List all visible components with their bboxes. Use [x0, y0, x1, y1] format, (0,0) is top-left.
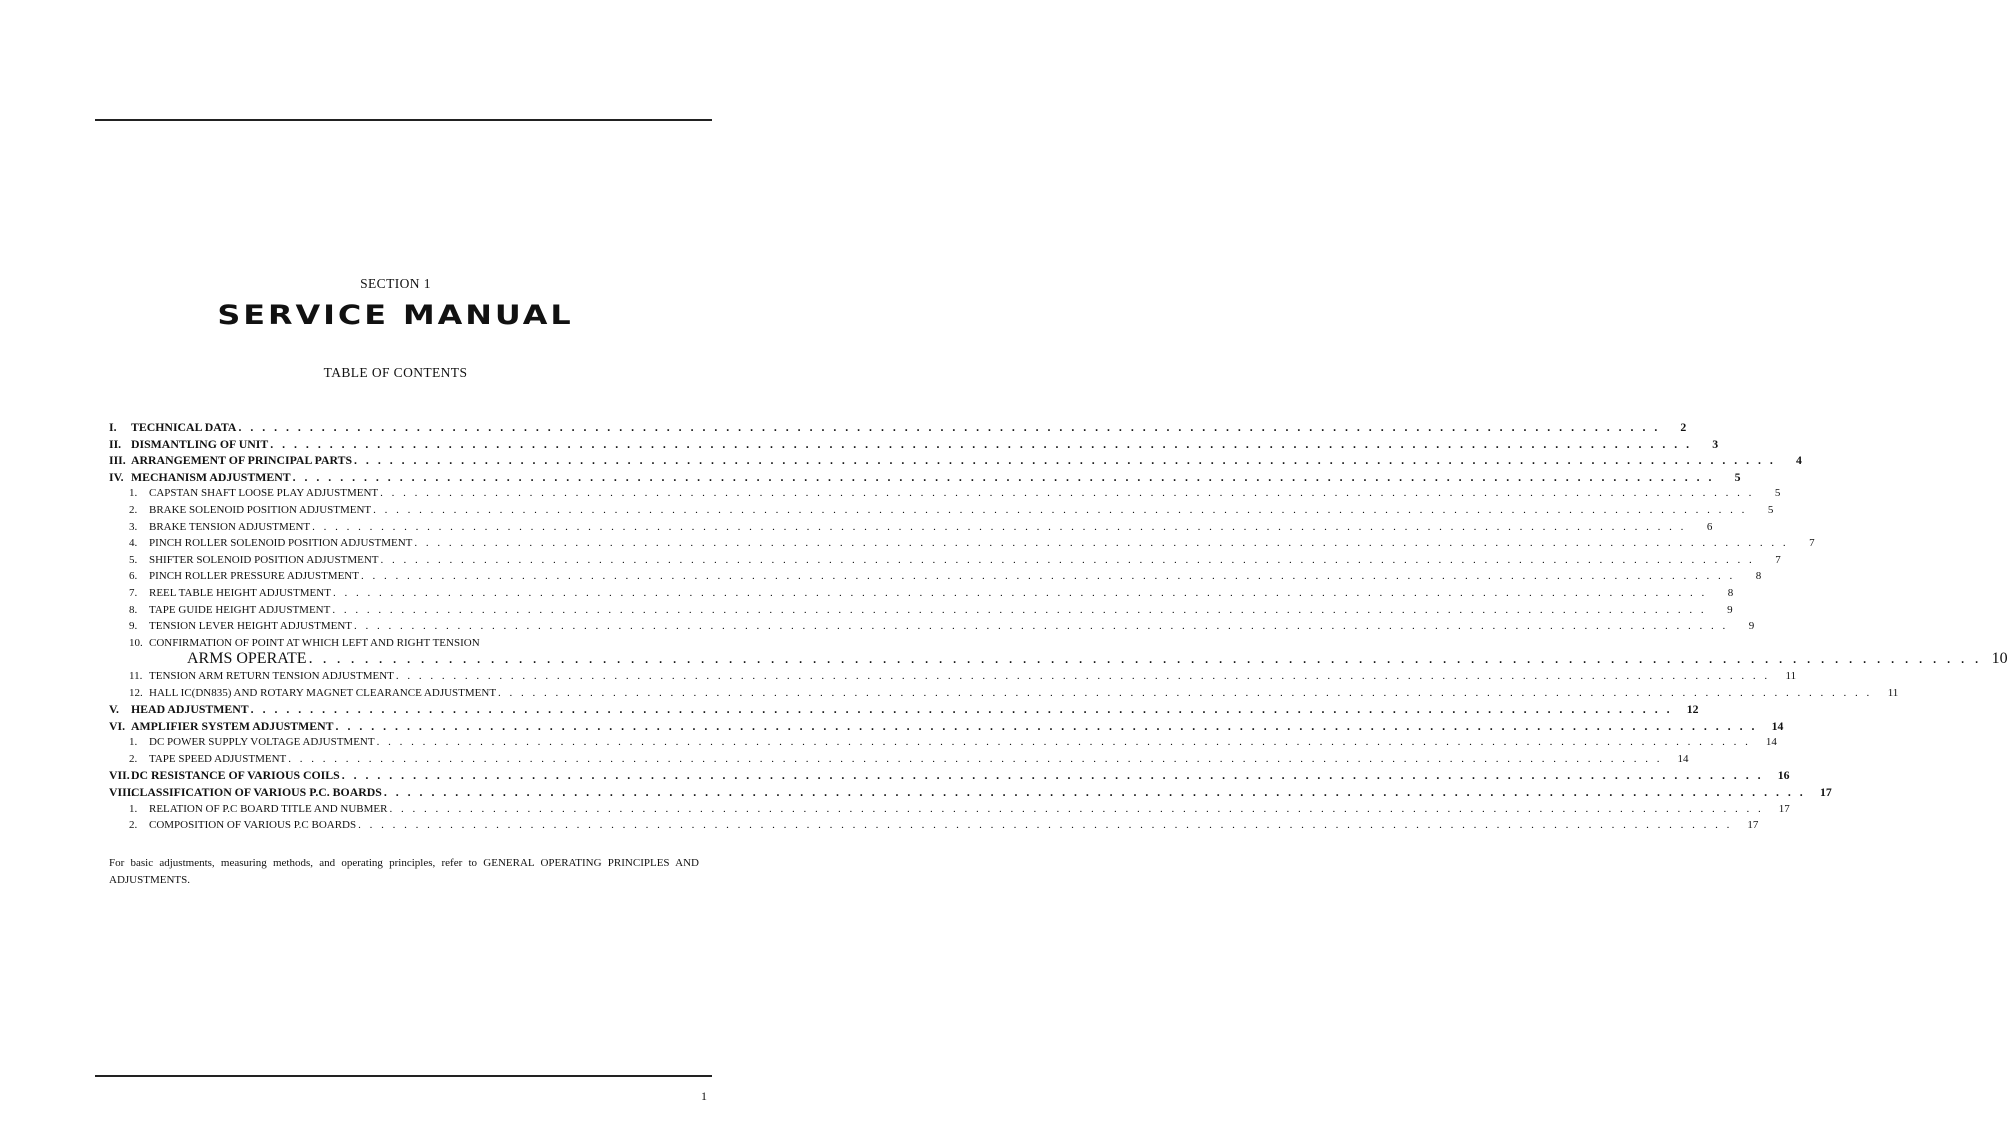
toc-entry-line — [149, 618, 1755, 635]
toc-entry-number: 11. — [129, 669, 143, 682]
toc-entry-line — [149, 817, 1759, 834]
toc-entry-label: TAPE SPEED ADJUSTMENT — [149, 752, 287, 765]
toc-entry-label: TENSION ARM RETURN TENSION ADJUSTMENT — [149, 669, 394, 682]
toc-dot-leader: . . . . . . . . . . . . . . . . . . . . . . . . . . . . . . . . . . . . . . . . . . . . . . . . . . . . . . . . . . . . . . . . . . . . . . . . . . . . . . . . . . . . . . . . . . . . . . . . . . . . . . . . . . . . . . . . . . . . . . . . — [414, 537, 1789, 550]
toc-entry-line — [149, 485, 1781, 502]
toc-entry-line — [131, 767, 1790, 784]
toc-entry-label: BRAKE TENSION ADJUSTMENT — [149, 520, 311, 533]
toc-entry-label: COMPOSITION OF VARIOUS P.C BOARDS — [149, 819, 357, 832]
toc-entry-number: 7. — [129, 586, 138, 599]
toc-entry-number: VIII. — [109, 785, 135, 800]
toc-entry-line — [131, 419, 1687, 436]
toc-entry — [109, 734, 1777, 751]
toc-dot-leader: . . . . . . . . . . . . . . . . . . . . . . . . . . . . . . . . . . . . . . . . . . . . . . . . . . . . . . . . . . . . . . . . . . . . . . . . . . . . . . . . . . . . . . . . . . . . . . . . . . . . . . . . . . . . . . . . . . . . . . . . — [341, 768, 1764, 783]
toc-entry-number: 2. — [129, 752, 138, 765]
toc-entry-number: II. — [109, 436, 122, 451]
toc-dot-leader: . . . . . . . . . . . . . . . . . . . . . . . . . . . . . . . . . . . . . . . . . . . . . . . . . . . . . . . . . . . . . . . . . . . . . . . . . . . . . . . . . . . . . . . . . . . . . . . . . . . . . . . . . . . . . . . . . . . . . . . . — [358, 819, 1733, 832]
toc-entry-line — [131, 718, 1784, 735]
toc-dot-leader: . . . . . . . . . . . . . . . . . . . . . . . . . . . . . . . . . . . . . . . . . . . . . . . . . . . . . . . . . . . . . . . . . . . . . . . . . . . . . . . . . . . . . . . . . . . . . . . . . . . . . . . . . . . . . . . . . . . . . . . . — [288, 752, 1663, 765]
toc-entry-label: DC POWER SUPPLY VOLTAGE ADJUSTMENT — [149, 736, 375, 749]
toc-entry-label: SHIFTER SOLENOID POSITION ADJUSTMENT — [149, 553, 379, 566]
toc-entry — [109, 817, 1759, 834]
toc-entry-number: III. — [109, 453, 126, 468]
toc-entry-page: 8 — [1755, 570, 1762, 583]
toc-entry-page: 14 — [1677, 752, 1689, 765]
toc-dot-leader: . . . . . . . . . . . . . . . . . . . . . . . . . . . . . . . . . . . . . . . . . . . . . . . . . . . . . . . . . . . . . . . . . . . . . . . . . . . . . . . . . . . . . . . . . . . . . . . . . . . . . . . . . . . . . . . . . . . . . . . . — [380, 487, 1755, 500]
toc-entry — [109, 635, 689, 652]
toc-entry-page: 7 — [1809, 537, 1815, 550]
toc-dot-leader: . . . . . . . . . . . . . . . . . . . . . . . . . . . . . . . . . . . . . . . . . . . . . . . . . . . . . . . . . . . . . . . . . . . . . . . . . . . . . . . . . . . . . . . . . . . . . . . . . . . . . . . . . . . . . . . . . . . . . . . . — [332, 603, 1707, 616]
toc-dot-leader: . . . . . . . . . . . . . . . . . . . . . . . . . . . . . . . . . . . . . . . . . . . . . . . . . . . . . . . . . . . . . . . . . . . . . . . . . . . . . . . . . . . . . . . . . . . . . . . . . . . . . . . . . . . . . . . . . . . . . . . . — [498, 686, 1873, 699]
toc-dot-leader: . . . . . . . . . . . . . . . . . . . . . . . . . . . . . . . . . . . . . . . . . . . . . . . . . . . . . . . . . . . . . . . . . . . . . . . . . . . . . . . . . . . . . . . . . . . . . . . . . . . . . . . . . . . . . . . . . . . . . . . . — [238, 420, 1661, 434]
toc-entry-line — [149, 502, 1774, 519]
toc-entry-line — [131, 452, 1802, 469]
toc-entry-page: 11 — [1887, 686, 1899, 699]
toc-entry — [109, 436, 1719, 453]
toc-dot-leader: . . . . . . . . . . . . . . . . . . . . . . . . . . . . . . . . . . . . . . . . . . . . . . . . . . . . . . . . . . . . . . . . . . . . . . . . . . . . . . . . . . . . . . . . . . . . . . . . . . . . . . . . . . . . . . . . . . . . . . . . — [395, 669, 1771, 682]
toc-dot-leader: . . . . . . . . . . . . . . . . . . . . . . . . . . . . . . . . . . . . . . . . . . . . . . . . . . . . . . . . . . . . . . . . . . . . . . . . . . . . . . . . . . . . . . . . . . . . . . . . . . . . . . . . . . . . . . . . . . . . . . . . — [360, 570, 1736, 583]
toc-entry-line — [149, 801, 1790, 818]
toc-entry-label: BRAKE SOLENOID POSITION ADJUSTMENT — [149, 503, 372, 516]
toc-entry — [109, 585, 1734, 602]
toc-entry-line — [149, 685, 1899, 702]
toc-entry-page: 7 — [1775, 553, 1781, 566]
toc-entry-label: DISMANTLING OF UNIT — [131, 436, 269, 451]
manual-title: SERVICE MANUAL — [217, 300, 574, 331]
toc-entry — [109, 568, 1762, 585]
toc-entry-number: 9. — [129, 620, 138, 633]
toc-entry-number: V. — [109, 702, 119, 717]
toc-dot-leader: . . . . . . . . . . . . . . . . . . . . . . . . . . . . . . . . . . . . . . . . . . . . . . . . . . . . . . . . . . . . . . . . . . . . . . . . . . . . . . . . . . . . . . . . . . . . . . . . . . . . . . . . . . . . . . . . . . . . . . . . — [332, 586, 1708, 599]
toc-entry-line — [149, 602, 1733, 619]
toc-entry-page: 17 — [1747, 819, 1759, 832]
toc-entry-page: 17 — [1819, 785, 1832, 800]
bottom-divider — [95, 1075, 712, 1077]
toc-entry-line — [131, 701, 1699, 718]
toc-dot-leader: . . . . . . . . . . . . . . . . . . . . . . . . . . . . . . . . . . . . . . . . . . . . . . . . . . . . . . . . . . . . . . . . . . . . . . . . . . . . . . . . . . . . . . . . . . . . . . . . . . . . . . . . . . . . . . . . . . . . . . . . — [380, 553, 1755, 566]
toc-entry — [109, 502, 1774, 519]
toc-entry-line — [149, 535, 1815, 552]
toc-entry — [109, 801, 1790, 818]
toc-entry — [109, 650, 2008, 668]
toc-entry-label: MECHANISM ADJUSTMENT — [131, 469, 291, 484]
footnote: For basic adjustments, measuring methods, and operating principles, refer to GENERAL OPERATING PRINCIPLES AND ADJUSTMENTS. — [109, 857, 699, 886]
toc-entry-number: 3. — [129, 520, 138, 533]
toc-entry-line — [131, 436, 1719, 453]
toc-entry-page: 5 — [1734, 469, 1741, 484]
toc-entry-number: 4. — [129, 537, 138, 550]
toc-entry-page: 3 — [1712, 436, 1719, 451]
toc-entry-page: 2 — [1680, 420, 1687, 434]
toc-entry-page: 10 — [1991, 650, 2008, 668]
toc-entry — [109, 701, 1699, 718]
toc-entry-number: 10. — [129, 636, 143, 649]
toc-entry-label: AMPLIFIER SYSTEM ADJUSTMENT — [131, 718, 334, 733]
toc-entry-number: 1. — [129, 736, 138, 749]
section-label: SECTION 1 — [360, 276, 431, 291]
toc-entry-number: IV. — [109, 469, 124, 484]
toc-entry-number: 5. — [129, 553, 138, 566]
toc-entry-line — [187, 650, 2008, 668]
toc-entry-page: 5 — [1767, 503, 1774, 516]
toc-entry-line — [131, 784, 1832, 801]
toc-dot-leader: . . . . . . . . . . . . . . . . . . . . . . . . . . . . . . . . . . . . . . . . . . . . . . . . . . . . . . . . . . . . . . . . . . . . . . . . . . . . . . . . . . . . . . . . . . . . . . . . . . . . . . . . . . . . . . . . . . . . . . . . — [354, 453, 1776, 468]
toc-entry — [109, 767, 1790, 784]
toc-entry-label: PINCH ROLLER PRESSURE ADJUSTMENT — [149, 570, 359, 583]
toc-entry-page: 9 — [1748, 620, 1755, 633]
toc-entry-page: 14 — [1771, 718, 1784, 733]
toc-entry-label: REEL TABLE HEIGHT ADJUSTMENT — [149, 586, 331, 599]
toc-entry-label: CLASSIFICATION OF VARIOUS P.C. BOARDS — [131, 785, 382, 800]
toc-entry — [109, 718, 1784, 735]
toc-entry-label: DC RESISTANCE OF VARIOUS COILS — [131, 768, 340, 783]
toc-entry-number: 1. — [129, 487, 138, 500]
toc-entry — [109, 618, 1755, 635]
toc-entry-number: 12. — [129, 686, 143, 699]
toc-entry-number: VI. — [109, 718, 126, 733]
toc-entry-line — [149, 734, 1777, 751]
toc-entry — [109, 685, 1899, 702]
toc-entry-label: CONFIRMATION OF POINT AT WHICH LEFT AND RIGHT TENSION — [149, 636, 480, 649]
toc-entry-label: CAPSTAN SHAFT LOOSE PLAY ADJUSTMENT — [149, 487, 379, 500]
toc-dot-leader: . . . . . . . . . . . . . . . . . . . . . . . . . . . . . . . . . . . . . . . . . . . . . . . . . . . . . . . . . . . . . . . . . . . . . . . . . . . . . . . . . . . . . . . . . . . . . . . . . . . . . . . . . . . . . . . . . . . . . . . . — [373, 503, 1748, 516]
toc-entry-number: 8. — [129, 603, 138, 616]
toc-dot-leader: . . . . . . . . . . . . . . . . . . . . . . . . . . . . . . . . . . . . . . . . . . . . . . . . . . . . . . . . . . . . . . . . . . . . . . . . . . . . . . . . . . . . . . . . . . . . . . . . . . . . . . . . . . . . . . . . . . . . . . . . — [389, 802, 1764, 815]
toc-dot-leader: . . . . . . . . . . . . . . . . . . . . . . . . . . . . . . . . . . . . . . . . . . . . . . . . . . . . . . . . . . . . . . . . . . . . . . . . . . . . . . . . . . . . . . . . . . . . . . . . . . . . . . . . . . . . . . . . . . . . . . . . — [383, 785, 1806, 800]
toc-entry-page: 5 — [1774, 487, 1781, 500]
toc-entry — [109, 668, 1797, 685]
toc-entry-label: RELATION OF P.C BOARD TITLE AND NUBMER — [149, 802, 388, 815]
toc-dot-leader: . . . . . . . . . . . . . . . . . . . . . . . . . . . . . . . . . . . . . . . . . . . . . . . . . . . . . . . . . . . . . . . . . . . . . . . . . . . . . . . . . . . . . . . . . . . . . . . . . . . . . . . . . . . . . . . . . . . . . . . . — [250, 702, 1673, 717]
toc-dot-leader: . . . . . . . . . . . . . . . . . . . . . . . . . . . . . . . . . . . . . . . . . . . . . . . . . . . . . . . . . . . . . . . . . . . . . . . . . . . . . . . . . . . . . . . . . . . . . . . . . . . . . . . . . . . . . . . . . . . . . . . . — [335, 718, 1758, 733]
table-of-contents — [109, 419, 2008, 834]
toc-entry-page: 4 — [1795, 453, 1802, 468]
toc-entry-label: ARRANGEMENT OF PRINCIPAL PARTS — [131, 453, 353, 468]
toc-dot-leader: . . . . . . . . . . . . . . . . . . . . . . . . . . . . . . . . . . . . . . . . . . . . . . . . . . . . . . . . . . . . . . . . . . . . . . . . . . . . . . . . . . . . . . . . . . . . . . . . . . . . . . . . . . . . . . . . . . . . . . . . — [376, 736, 1751, 749]
toc-entry-label: ARMS OPERATE — [187, 650, 307, 668]
toc-entry — [109, 602, 1733, 619]
toc-entry-number: VII. — [109, 768, 130, 783]
toc-entry-line — [149, 585, 1734, 602]
page-number: 1 — [701, 1089, 707, 1103]
toc-entry-label: HEAD ADJUSTMENT — [131, 702, 249, 717]
toc-entry-number: 2. — [129, 819, 138, 832]
toc-entry-line — [149, 668, 1797, 685]
toc-dot-leader: . . . . . . . . . . . . . . . . . . . . . . . . . . . . . . . . . . . . . . . . . . . . . . . . . . . . . . . . . . . . . . . . . . . . . . . . . . . . . . . . . . . . . . . . . . . . . . . . . . . . . . . . . . . . . . . . . . . . . . . . — [292, 469, 1715, 484]
toc-entry-page: 12 — [1686, 702, 1699, 717]
toc-entry-page: 11 — [1785, 669, 1797, 682]
toc-entry — [109, 535, 1815, 552]
toc-entry-number: I. — [109, 420, 117, 434]
toc-entry-label: TAPE GUIDE HEIGHT ADJUSTMENT — [149, 603, 331, 616]
toc-entry-line — [149, 519, 1713, 536]
toc-entry-label: HALL IC(DN835) AND ROTARY MAGNET CLEARANCE ADJUSTMENT — [149, 686, 497, 699]
toc-dot-leader: . . . . . . . . . . . . . . . . . . . . . . . . . . . . . . . . . . . . . . . . . . . . . . . . . . . . . . . . . . . . . . . . . . . . . . . . . . . . . . . . . . . . . . . . . . . . . . . . . . . . . . . . . . . . . . . . . . . . . . . . — [312, 520, 1687, 533]
toc-entry-page: 16 — [1777, 768, 1790, 783]
toc-entry-line — [149, 635, 689, 652]
toc-entry — [109, 751, 1689, 768]
toc-entry — [109, 784, 1832, 801]
toc-entry — [109, 485, 1781, 502]
toc-entry-page: 17 — [1778, 802, 1790, 815]
toc-entry — [109, 519, 1713, 536]
toc-entry-number: 1. — [129, 802, 138, 815]
toc-entry — [109, 469, 1741, 486]
toc-dot-leader: . . . . . . . . . . . . . . . . . . . . . . . . . . . . . . . . . . . . . . . . . . . . . . . . . . . . . . . . . . . . . . . . . . . . . . . . . . . . . . . . . . . . . . . . . . . . . . . . . . . . . . . . . . . . . . . . . . . . . . . . — [353, 620, 1729, 633]
toc-dot-leader: . . . . . . . . . . . . . . . . . . . . . . . . . . . . . . . . . . . . . . . . . . . . . . . . . . . . . . . . . . . . . . . . . . . . . . . . . . . . . . . . . . . . . . . . . . . . . . . . . . . . . . . . . . . . . . . . . . . . . . . . — [308, 650, 1982, 668]
toc-entry-page: 8 — [1727, 586, 1734, 599]
toc-entry-label: PINCH ROLLER SOLENOID POSITION ADJUSTMENT — [149, 537, 413, 550]
toc-entry-line — [149, 552, 1781, 569]
top-divider — [95, 119, 712, 121]
toc-entry-label: TENSION LEVER HEIGHT ADJUSTMENT — [149, 620, 352, 633]
toc-entry-page: 14 — [1765, 736, 1777, 749]
toc-entry-line — [149, 751, 1689, 768]
toc-entry-label: TECHNICAL DATA — [131, 420, 237, 434]
toc-entry — [109, 419, 1687, 436]
toc-dot-leader: . . . . . . . . . . . . . . . . . . . . . . . . . . . . . . . . . . . . . . . . . . . . . . . . . . . . . . . . . . . . . . . . . . . . . . . . . . . . . . . . . . . . . . . . . . . . . . . . . . . . . . . . . . . . . . . . . . . . . . . . — [270, 436, 1693, 451]
toc-entry — [109, 452, 1802, 469]
toc-entry — [109, 552, 1781, 569]
toc-entry-page: 9 — [1727, 603, 1733, 616]
toc-entry-line — [149, 568, 1762, 585]
toc-entry-number: 6. — [129, 570, 138, 583]
toc-entry-line — [131, 469, 1741, 486]
toc-entry-page: 6 — [1706, 520, 1713, 533]
toc-heading: TABLE OF CONTENTS — [323, 365, 468, 380]
toc-entry-number: 2. — [129, 503, 138, 516]
